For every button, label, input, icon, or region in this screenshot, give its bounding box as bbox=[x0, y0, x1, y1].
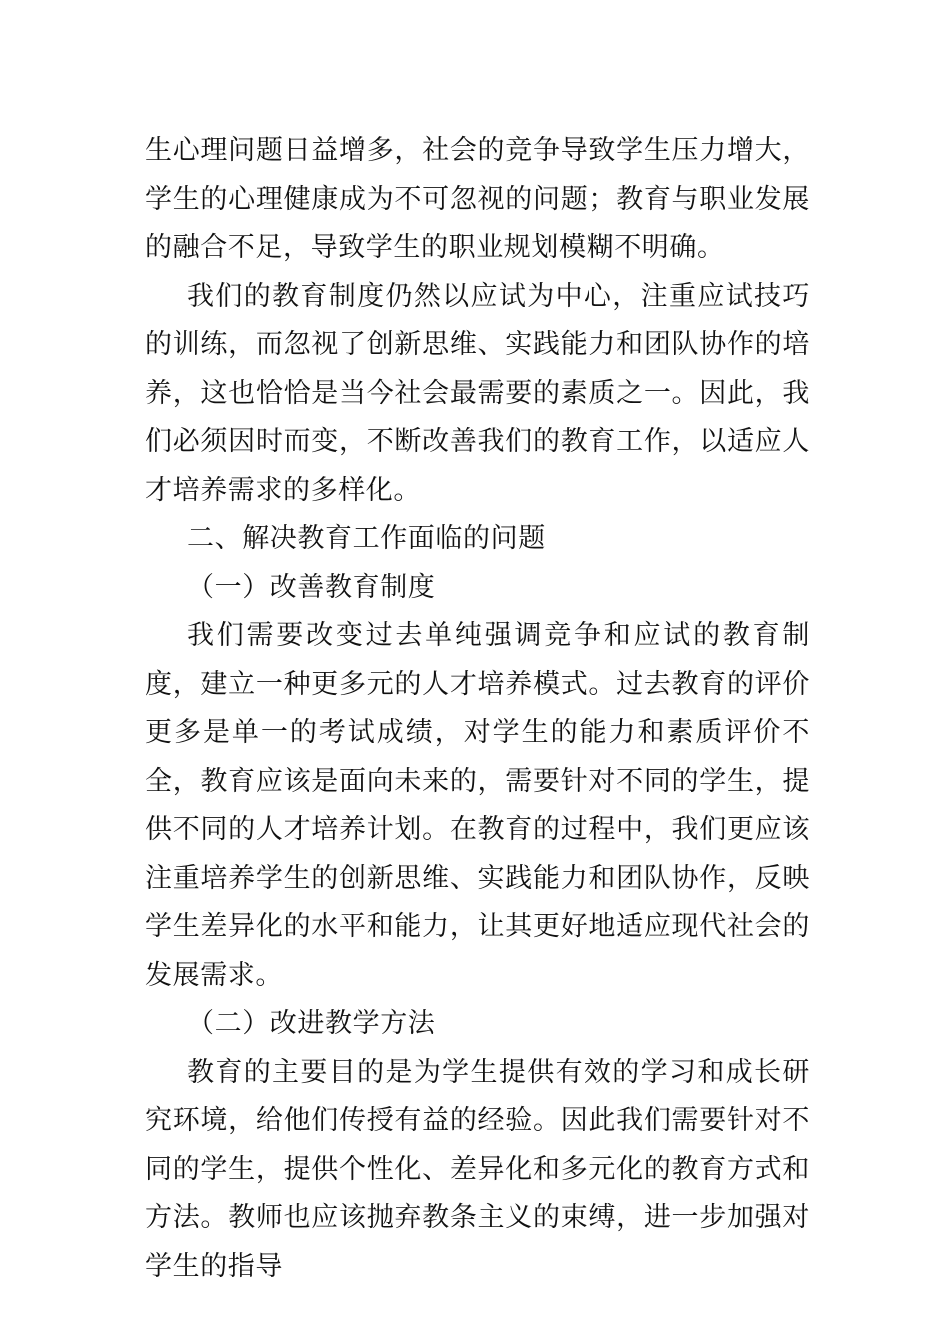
document-body bbox=[145, 127, 810, 1291]
paragraph-improve-system: 我们需要改变过去单纯强调竞争和应试的教育制度，建立一种更多元的人才培养模式。过去教育的评价更多是单一的考试成绩，对学生的能力和素质评价不全，教育应该是面向未来的，需要针对不同的学生，提供不同的人才培养计划。在教育的过程中，我们更应该注重培养学生的创新思维、实践能力和团队协作，反映学生差异化的水平和能力，让其更好地适应现代社会的发展需求。 bbox=[145, 620, 810, 991]
paragraph-teaching-methods: 教育的主要目的是为学生提供有效的学习和成长研究环境，给他们传授有益的经验。因此我们需要针对不同的学生，提供个性化、差异化和多元化的教育方式和方法。教师也应该抛弃教条主义的束缚，进一步加强对学生的指导 bbox=[145, 1056, 810, 1282]
section-heading: 二、解决教育工作面临的问题 bbox=[187, 523, 546, 554]
subsection-heading-2: （二）改进教学方法 bbox=[187, 1008, 436, 1039]
paragraph-continuation: 生心理问题日益增多，社会的竞争导致学生压力增大，学生的心理健康成为不可忽视的问题；教育与职业发展的融合不足，导致学生的职业规划模糊不明确。 bbox=[145, 135, 810, 263]
paragraph-education-system: 我们的教育制度仍然以应试为中心，注重应试技巧的训练，而忽视了创新思维、实践能力和团队协作的培养，这也恰恰是当今社会最需要的素质之一。因此，我们必须因时而变，不断改善我们的教育工作，以适应人才培养需求的多样化。 bbox=[145, 280, 810, 506]
subsection-heading-1: （一）改善教育制度 bbox=[187, 571, 436, 603]
